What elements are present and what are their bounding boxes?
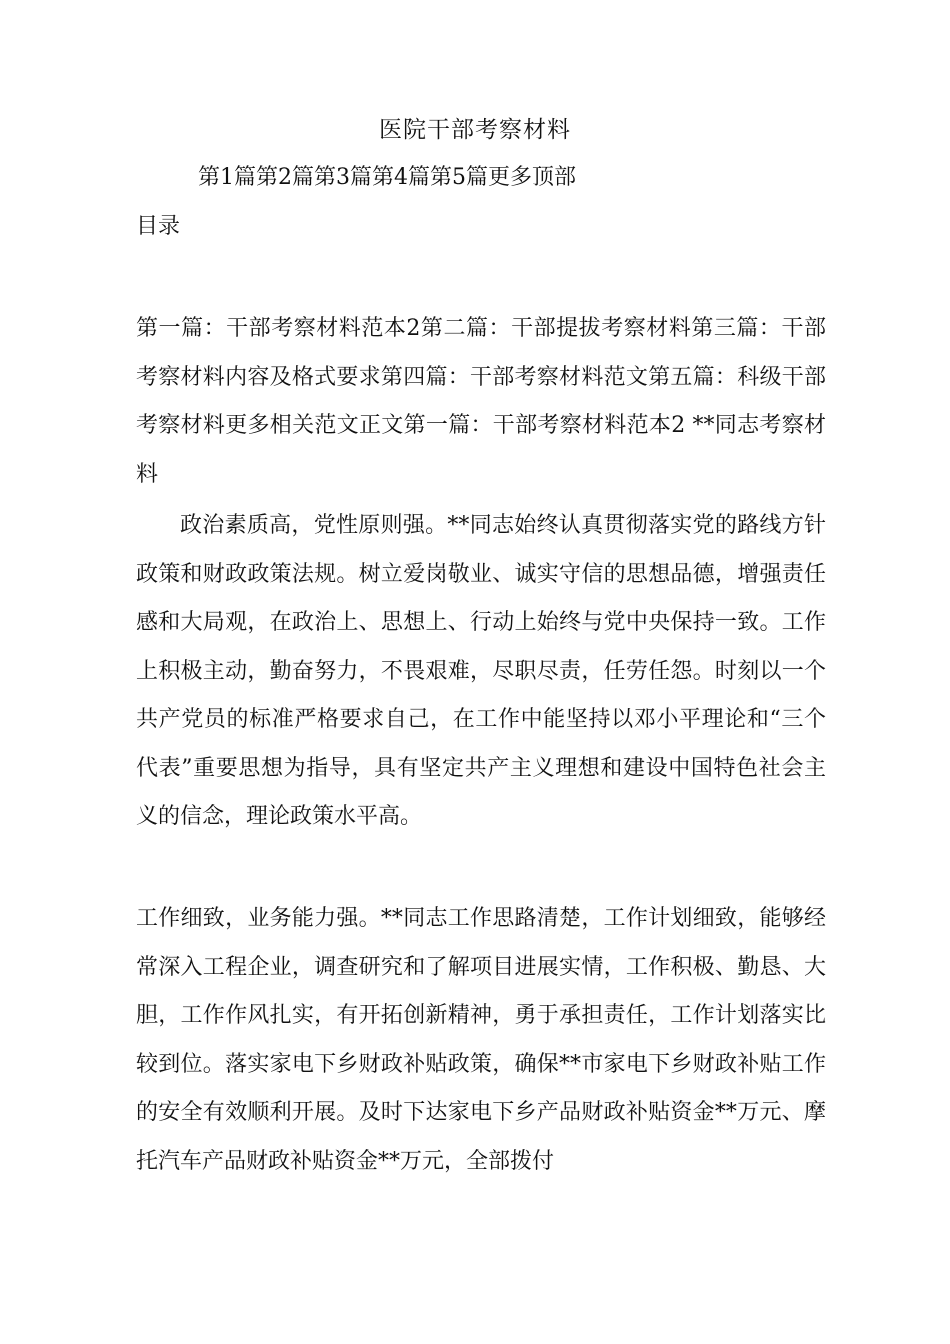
body-paragraph-2: 工作细致，业务能力强。**同志工作思路清楚，工作计划细致，能够经常深入工程企业，调查研究和了解项目进展实情，工作积极、勤恳、大胆，工作作风扎实，有开拓创新精神，勇于承担责任，工作计划落实比较到位。落实家电下乡财政补贴政策，确保**市家电下乡财政补贴工作的安全有效顺利开展。及时下达家电下乡产品财政补贴资金**万元、摩托汽车产品财政补贴资金**万元，全部拨付 [136, 906, 826, 1174]
chapter-nav-links[interactable]: 第1篇第2篇第3篇第4篇第5篇更多顶部 [198, 165, 576, 190]
document-title: 医院干部考察材料 [379, 117, 571, 143]
toc-heading: 目录 [136, 214, 181, 239]
toc-paragraph: 第一篇：干部考察材料范本2第二篇：干部提拔考察材料第三篇：干部考察材料内容及格式要求第四篇：干部考察材料范文第五篇：科级干部考察材料更多相关范文正文第一篇：干部考察材料范本2 **同志考察材料 [136, 316, 826, 487]
body-paragraph-1: 政治素质高，党性原则强。**同志始终认真贯彻落实党的路线方针政策和财政政策法规。树立爱岗敬业、诚实守信的思想品德，增强责任感和大局观，在政治上、思想上、行动上始终与党中央保持一致。工作上积极主动，勤奋努力，不畏艰难，尽职尽责，任劳任怨。时刻以一个共产党员的标准严格要求自己，在工作中能坚持以邓小平理论和“三个代表”重要思想为指导，具有坚定共产主义理想和建设中国特色社会主义的信念，理论政策水平高。 [136, 513, 826, 829]
